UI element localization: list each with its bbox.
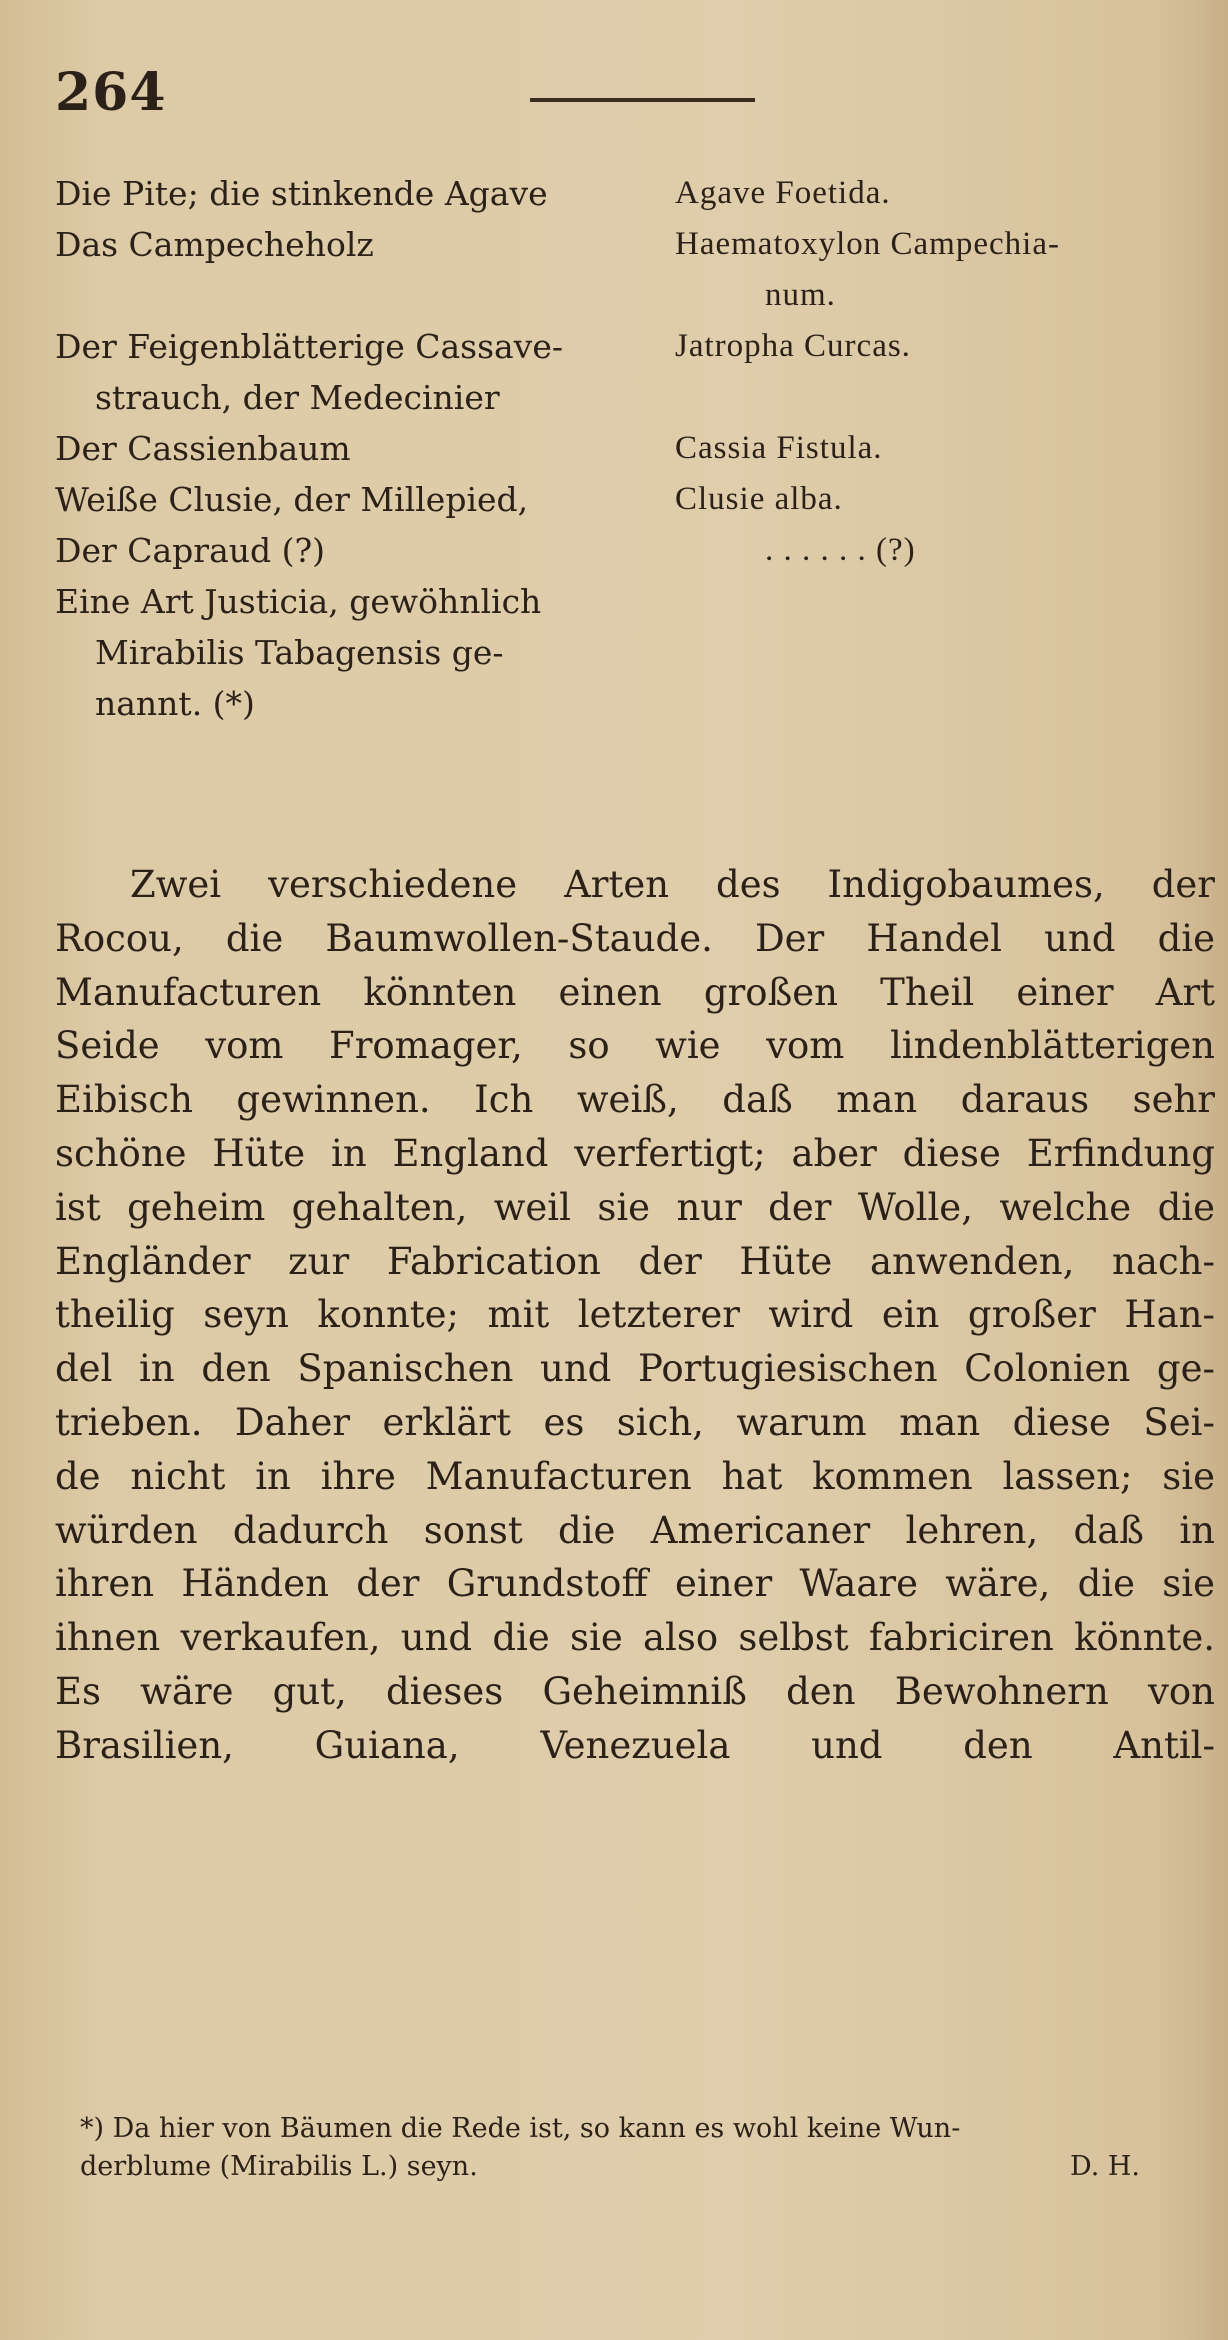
table-row: [55, 219, 1205, 321]
latin-name: Haematoxylon Campechia- num.: [675, 226, 1060, 313]
table-row: [55, 321, 1205, 423]
header-rule: [530, 98, 755, 102]
text-line: de nicht in ihre Manufacturen hat kommen lassen; sie: [55, 1454, 1215, 1498]
german-name: Der Capraud (?): [55, 531, 326, 570]
german-name: Der Feigenblätterige Cassave- strauch, der Medecinier: [55, 327, 564, 417]
german-name: Die Pite; die stinkende Agave: [55, 174, 548, 213]
text-line: Rocou, die Baumwollen-Staude. Der Handel und die: [55, 916, 1215, 960]
text-line: ist geheim gehalten, weil sie nur der Wolle, welche die: [55, 1185, 1215, 1229]
page-number: 264: [55, 62, 167, 123]
text-line: theilig seyn konnte; mit letzterer wird ein großer Han-: [55, 1293, 1215, 1337]
table-row: [55, 423, 1205, 474]
latin-name: Clusie alba.: [675, 481, 843, 517]
latin-name: Agave Foetida.: [675, 175, 891, 211]
footnote-line: *) Da hier von Bäumen die Rede ist, so kann es wohl keine Wun-: [80, 2113, 961, 2144]
german-name: Eine Art Justicia, gewöhnlich Mirabilis Tabagensis ge- nannt. (*): [55, 582, 542, 723]
text-line: Manufacturen könnten einen großen Theil einer Art: [55, 970, 1215, 1014]
text-line: ihnen verkaufen, und die sie also selbst fabriciren könnte.: [55, 1616, 1215, 1660]
german-name: Weiße Clusie, der Millepied,: [55, 480, 529, 519]
table-row: [55, 576, 1205, 729]
table-row: [55, 525, 1205, 576]
german-name: Das Campecheholz: [55, 225, 374, 264]
table-row: [55, 474, 1205, 525]
latin-name: Jatropha Curcas.: [675, 328, 911, 364]
text-line: del in den Spanischen und Portugiesischen Colonien ge-: [55, 1347, 1215, 1391]
text-line: schöne Hüte in England verfertigt; aber diese Erfindung: [55, 1131, 1215, 1175]
text-line: ihren Händen der Grundstoff einer Waare wäre, die sie: [55, 1562, 1215, 1606]
text-line: Brasilien, Guiana, Venezuela und den Antil-: [55, 1723, 1215, 1767]
body-paragraph: [55, 858, 1215, 1773]
text-line: würden dadurch sonst die Americaner lehren, daß in: [55, 1508, 1215, 1552]
text-line: Seide vom Fromager, so wie vom lindenblätterigen: [55, 1024, 1215, 1068]
text-line: Es wäre gut, dieses Geheimniß den Bewohnern von: [55, 1669, 1215, 1713]
text-line: Eibisch gewinnen. Ich weiß, daß man daraus sehr: [55, 1078, 1215, 1122]
footnote-line: derblume (Mirabilis L.) seyn.: [80, 2151, 478, 2182]
footnote: [80, 2110, 1200, 2186]
text-line: trieben. Daher erklärt es sich, warum man diese Sei-: [55, 1400, 1215, 1444]
german-name: Der Cassienbaum: [55, 429, 351, 468]
table-row: [55, 168, 1205, 219]
latin-name: Cassia Fistula.: [675, 430, 883, 466]
footnote-signature: D. H.: [1070, 2151, 1140, 2182]
text-line: Zwei verschiedene Arten des Indigobaumes, der: [130, 863, 1215, 906]
latin-name: . . . . . . (?): [765, 532, 916, 568]
text-line: Engländer zur Fabrication der Hüte anwenden, nach-: [55, 1239, 1215, 1283]
plant-names-table: [55, 168, 1205, 729]
